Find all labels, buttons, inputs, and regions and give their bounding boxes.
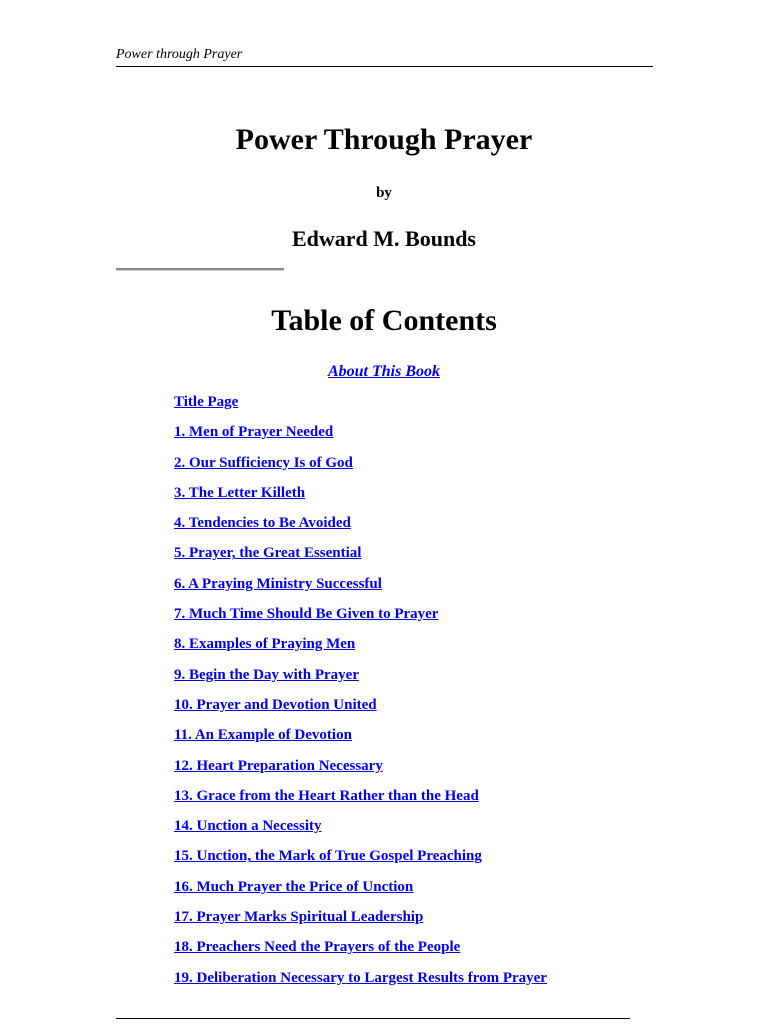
footer-rule xyxy=(116,1018,630,1019)
toc-item xyxy=(174,574,547,604)
author-name: Edward M. Bounds xyxy=(291,226,476,251)
toc-link-chapter-16[interactable]: 16. Much Prayer the Price of Unction xyxy=(174,878,414,895)
by-line: by xyxy=(376,185,392,201)
toc-heading: Table of Contents xyxy=(271,304,497,337)
toc-link-chapter-8[interactable]: 8. Examples of Praying Men xyxy=(174,636,356,653)
running-header: Power through Prayer xyxy=(116,46,653,67)
toc-link-chapter-1[interactable]: 1. Men of Prayer Needed xyxy=(174,424,334,441)
toc-link-chapter-14[interactable]: 14. Unction a Necessity xyxy=(174,818,322,835)
toc-link-chapter-3[interactable]: 3. The Letter Killeth xyxy=(174,484,306,501)
toc-item xyxy=(174,513,547,543)
toc-link-chapter-9[interactable]: 9. Begin the Day with Prayer xyxy=(174,666,359,683)
toc-item xyxy=(174,877,547,907)
toc-link-chapter-2[interactable]: 2. Our Sufficiency Is of God xyxy=(174,454,353,471)
toc-link-chapter-13[interactable]: 13. Grace from the Heart Rather than the Head xyxy=(174,787,479,804)
toc-item xyxy=(174,665,547,695)
toc-item xyxy=(174,756,547,786)
toc-item xyxy=(174,483,547,513)
about-this-book-line xyxy=(0,362,768,382)
toc-link-title-page[interactable]: Title Page xyxy=(174,394,239,410)
toc-list xyxy=(174,392,547,998)
toc-link-chapter-12[interactable]: 12. Heart Preparation Necessary xyxy=(174,757,383,774)
toc-item xyxy=(174,968,547,998)
toc-link-chapter-10[interactable]: 10. Prayer and Devotion United xyxy=(174,696,377,713)
book-title: Power Through Prayer xyxy=(235,123,533,156)
toc-item xyxy=(174,846,547,876)
toc-link-chapter-19[interactable]: 19. Deliberation Necessary to Largest Results from Prayer xyxy=(174,969,547,986)
toc-item xyxy=(174,392,547,422)
toc-item xyxy=(174,422,547,452)
toc-item xyxy=(174,816,547,846)
toc-link-chapter-11[interactable]: 11. An Example of Devotion xyxy=(174,727,352,744)
toc-link-chapter-17[interactable]: 17. Prayer Marks Spiritual Leadership xyxy=(174,909,424,926)
toc-item xyxy=(174,453,547,483)
about-this-book-link[interactable]: About This Book xyxy=(327,363,441,380)
toc-link-chapter-15[interactable]: 15. Unction, the Mark of True Gospel Preaching xyxy=(174,848,482,865)
toc-item xyxy=(174,786,547,816)
toc-item xyxy=(174,634,547,664)
toc-item xyxy=(174,604,547,634)
toc-link-chapter-4[interactable]: 4. Tendencies to Be Avoided xyxy=(174,515,351,532)
toc-link-chapter-7[interactable]: 7. Much Time Should Be Given to Prayer xyxy=(174,606,439,623)
toc-item xyxy=(174,543,547,573)
toc-item xyxy=(174,937,547,967)
toc-item xyxy=(174,907,547,937)
toc-link-chapter-6[interactable]: 6. A Praying Ministry Successful xyxy=(174,575,382,592)
section-divider xyxy=(116,268,284,271)
toc-item xyxy=(174,695,547,725)
toc-link-chapter-5[interactable]: 5. Prayer, the Great Essential xyxy=(174,545,362,562)
toc-link-chapter-18[interactable]: 18. Preachers Need the Prayers of the People xyxy=(174,939,461,956)
toc-item xyxy=(174,725,547,755)
